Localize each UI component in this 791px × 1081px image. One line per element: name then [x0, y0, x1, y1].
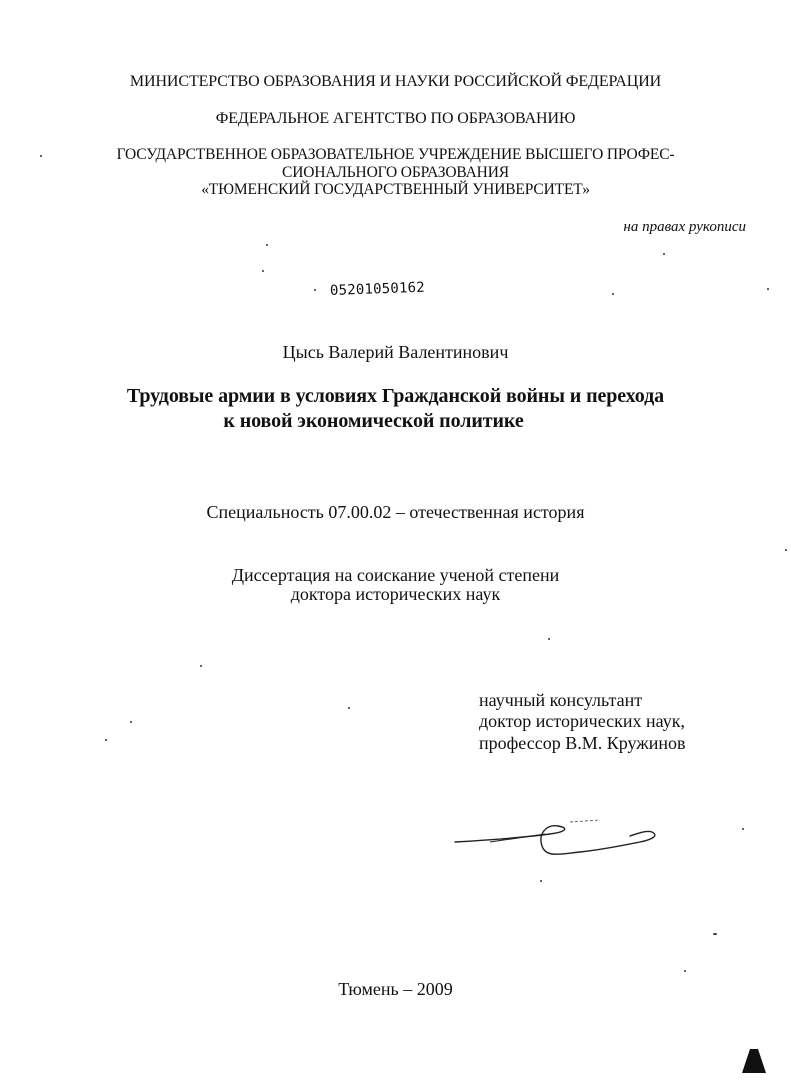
specialty: Специальность 07.00.02 – отечественная история	[206, 502, 585, 522]
agency-heading: ФЕДЕРАЛЬНОЕ АГЕНТСТВО ПО ОБРАЗОВАНИЮ	[215, 110, 576, 127]
scan-speck	[266, 244, 268, 246]
scan-speck	[40, 155, 42, 157]
consultant-role: научный консультант	[479, 690, 643, 710]
scan-speck	[262, 270, 264, 272]
manuscript-rights-note: на правах рукописи	[623, 219, 746, 235]
degree-line1: Диссертация на соискание ученой степени	[231, 565, 560, 585]
scan-speck	[663, 253, 665, 255]
dissertation-title-line1: Трудовые армии в условиях Гражданской войны и перехода	[126, 385, 665, 407]
scan-speck	[767, 288, 769, 290]
signature	[450, 812, 670, 872]
consultant-degree: доктор исторических наук,	[479, 711, 685, 731]
institution-heading-line2: СИОНАЛЬНОГО ОБРАЗОВАНИЯ	[282, 164, 509, 181]
scan-speck	[684, 970, 686, 972]
author-name: Цысь Валерий Валентинович	[282, 342, 509, 362]
dissertation-title-line2: к новой экономической политике	[223, 410, 524, 432]
university-heading: «ТЮМЕНСКИЙ ГОСУДАРСТВЕННЫЙ УНИВЕРСИТЕТ»	[201, 181, 590, 198]
scan-speck	[785, 549, 787, 551]
scan-speck	[713, 933, 717, 935]
registry-number: 05201050162	[329, 279, 426, 299]
consultant-name: профессор В.М. Кружинов	[479, 733, 686, 753]
corner-mark-icon	[740, 1045, 770, 1075]
ministry-heading: МИНИСТЕРСТВО ОБРАЗОВАНИЯ И НАУКИ РОССИЙСКОЙ ФЕДЕРАЦИИ	[129, 73, 662, 90]
scan-speck	[742, 828, 744, 830]
institution-heading-line1: ГОСУДАРСТВЕННОЕ ОБРАЗОВАТЕЛЬНОЕ УЧРЕЖДЕНИЕ ВЫСШЕГО ПРОФЕС-	[116, 146, 675, 163]
scan-speck	[540, 880, 542, 882]
place-and-year: Тюмень – 2009	[338, 979, 453, 999]
scan-speck	[130, 721, 132, 723]
scan-speck	[314, 289, 316, 291]
degree-line2: доктора исторических наук	[290, 584, 501, 604]
scan-speck	[548, 638, 550, 640]
scan-speck	[105, 739, 107, 741]
scan-speck	[200, 665, 202, 667]
scan-speck	[348, 707, 350, 709]
scan-speck	[612, 293, 614, 295]
